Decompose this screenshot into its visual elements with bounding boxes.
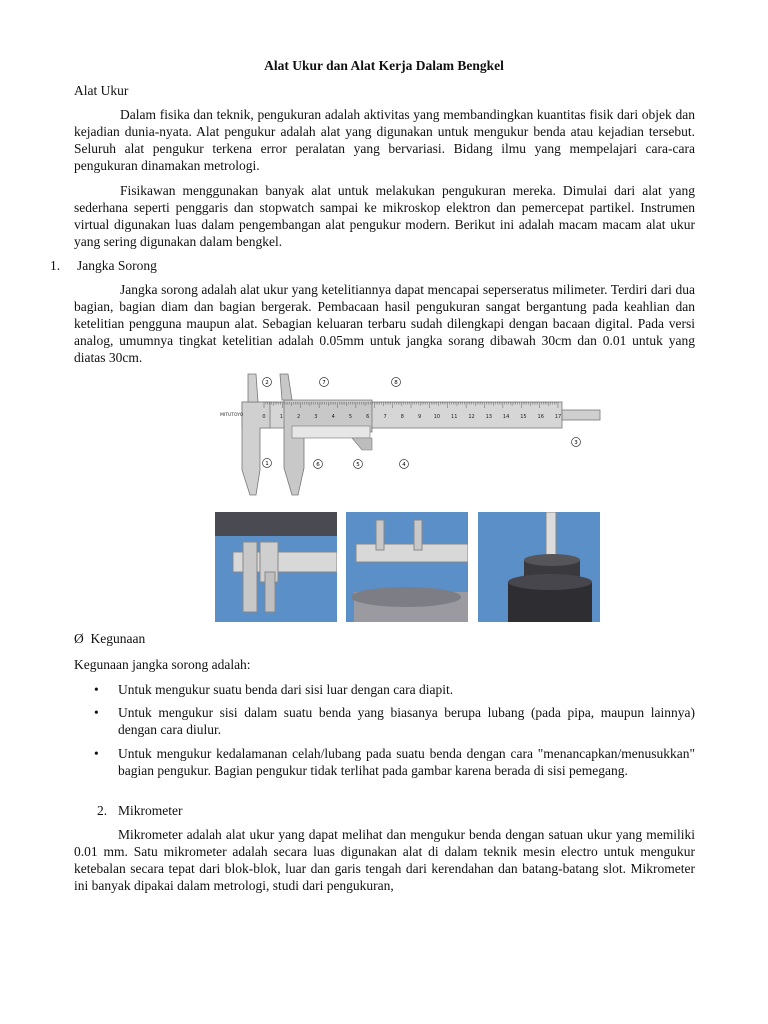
bullet-dot-icon: • (94, 682, 99, 697)
paragraph-jangka-sorong-text: Jangka sorong adalah alat ukur yang ketelitiannya dapat mencapai seperseratus milimeter. Terdiri dari dua bagian, bagian diam dan bagian bergerak. Pembacaan hasil pengukuran sangat bergantung pada keahlian dan ketelitian pengguna maupun alat. Sebagian keluaran terbaru sudah dilengkapi dengan bacaan digital. Pada versi analog, umumnya tingkat ketelitian adalah 0.05mm untuk jangka sorang dibawah 30cm dan 0.01 untuk yang diatas 30cm. (74, 282, 695, 365)
callout-7 (320, 378, 329, 387)
scale-number: 13 (485, 414, 493, 420)
paragraph-mikrometer-text: Mikrometer adalah alat ukur yang dapat melihat dan mengukur benda dengan satuan ukur yang memiliki 0.01 mm. Satu mikrometer adalah secara luas digunakan alat di dalam teknik mesin electro untuk mengukur ketebalan secara tepat dari blok-blok, luar dan garis tengah dari kerendahan dan batang-batang slot. Mikrometer ini banyak dipakai dalam metrologi, studi dari pengukuran, (74, 827, 695, 893)
scale-number: 4 (331, 414, 335, 420)
photo-depth-measurement (478, 512, 600, 622)
document-title: Alat Ukur dan Alat Kerja Dalam Bengkel (264, 58, 504, 73)
bullet-item: Untuk mengukur sisi dalam suatu benda yang biasanya berupa lubang (pada pipa, maupun lainnya) dengan cara diulur. (118, 705, 695, 737)
caliper-brand: MITUTOYO (220, 413, 244, 418)
caliper-diagram (212, 370, 604, 500)
list-number-2: 2. (97, 803, 108, 818)
scale-number: 6 (366, 414, 370, 420)
bullet-dot-icon: • (94, 705, 99, 720)
scale-number: 5 (348, 414, 353, 420)
scale-number: 1 (279, 414, 283, 420)
kegunaan-intro: Kegunaan jangka sorong adalah: (74, 657, 251, 672)
list-label-mikrometer: Mikrometer (118, 803, 183, 818)
paragraph-pengukuran (74, 106, 695, 174)
callout-2 (263, 378, 272, 387)
scale-number: 17 (554, 414, 562, 420)
callout-1 (263, 459, 272, 468)
kegunaan-heading-label: Kegunaan (90, 631, 146, 646)
callout-5 (354, 460, 363, 469)
caliper-depth-rod (562, 410, 600, 420)
paragraph-mikrometer (74, 826, 695, 894)
scale-number: 14 (502, 414, 510, 420)
svg-text:1: 1 (265, 461, 269, 467)
paragraph-fisikawan-text: Fisikawan menggunakan banyak alat untuk melakukan pengukuran mereka. Dimulai dari alat yang sederhana seperti penggaris dan stopwatch sampai ke mikroskop elektron dan pemercepat partikel. Instrumen virtual digunakan luas dalam pengembangan alat pengukur modern. Berikut ini adalah macam macam alat ukur yang sering digunakan dalam bengkel. (74, 183, 695, 249)
callout-3 (572, 438, 581, 447)
svg-text:2: 2 (265, 380, 269, 386)
photo-inside-measurement (346, 512, 468, 622)
kegunaan-heading (74, 630, 145, 647)
scale-number: 0 (262, 414, 266, 420)
scale-number: 11 (451, 414, 458, 420)
paragraph-fisikawan (74, 182, 695, 250)
fixed-jaw (242, 402, 270, 495)
svg-text:4: 4 (402, 462, 406, 468)
bullet-item: Untuk mengukur suatu benda dari sisi luar dengan cara diapit. (118, 682, 454, 697)
svg-text:6: 6 (316, 462, 320, 468)
section-heading-alat-ukur: Alat Ukur (74, 83, 129, 98)
scale-number: 15 (520, 414, 527, 420)
arrow-bullet-icon: Ø (74, 631, 84, 646)
svg-text:7: 7 (322, 380, 326, 386)
callout-6 (314, 460, 323, 469)
callout-4 (400, 460, 409, 469)
svg-text:5: 5 (356, 462, 360, 468)
scale-number: 8 (400, 414, 404, 420)
scale-number: 2 (296, 414, 301, 420)
vernier-scale (292, 426, 370, 438)
scale-number: 10 (433, 414, 441, 420)
bullet-item: Untuk mengukur kedalamanan celah/lubang pada suatu benda dengan cara "menancapkan/menusukkan" bagian pengukur. Bagian pengukur tidak terlihat pada gambar karena berada di sisi pemegang. (118, 746, 695, 778)
svg-text:8: 8 (394, 380, 398, 386)
paragraph-pengukuran-text: Dalam fisika dan teknik, pengukuran adalah aktivitas yang membandingkan kuantitas fisik dari objek dan kejadian dunia-nyata. Alat pengukur adalah alat yang digunakan untuk mengukur benda atau kejadian tersebut. Seluruh alat pengukur terkena error peralatan yang bervariasi. Bidang ilmu yang mempelajari cara-cara pengukuran dinamakan metrologi. (74, 107, 695, 173)
sliding-inside-jaw (280, 374, 292, 400)
bullet-dot-icon: • (94, 746, 99, 761)
scale-number: 16 (537, 414, 544, 420)
callout-8 (392, 378, 401, 387)
paragraph-jangka-sorong (74, 281, 695, 366)
scale-number: 3 (314, 414, 318, 420)
scale-number: 9 (418, 414, 422, 420)
list-number-1: 1. (50, 258, 61, 273)
list-label-jangka-sorong: Jangka Sorong (77, 258, 157, 273)
scale-number: 7 (383, 414, 387, 420)
fixed-inside-jaw (248, 374, 258, 402)
scale-number: 12 (468, 414, 475, 420)
thumb-screw (352, 438, 372, 450)
svg-text:3: 3 (574, 440, 578, 446)
photo-outside-measurement (215, 512, 337, 622)
